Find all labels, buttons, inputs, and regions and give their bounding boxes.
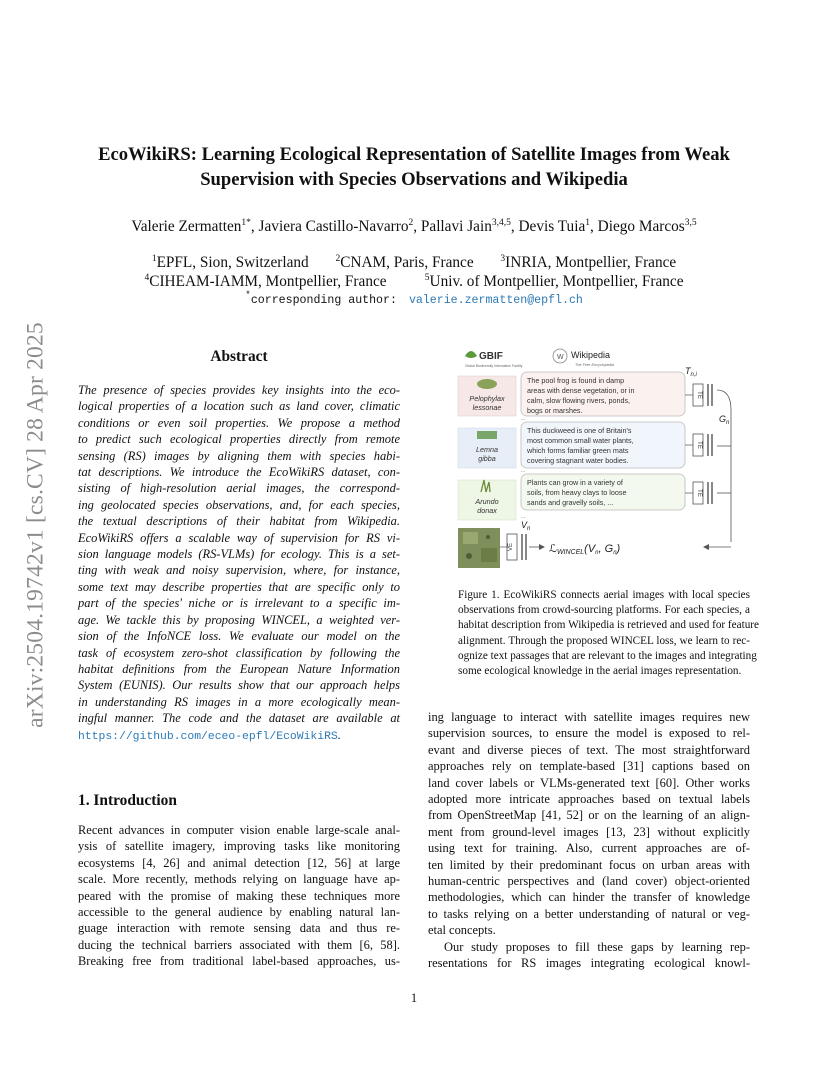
intro-line: ecosystems [4, 26] and animal detection [12, 56] at large xyxy=(78,855,400,870)
svg-text:TE: TE xyxy=(696,489,702,497)
abstract-line: ing geolocated species observations, and, for each species, xyxy=(78,497,400,512)
body-line: to tasks relying on a better understanding of natural or veg- xyxy=(428,906,750,921)
abstract-line: task of ecosystem zero-shot classification by following the xyxy=(78,645,400,660)
intro-line: ysis of satellite imagery, improving tasks like monitoring xyxy=(78,839,400,854)
wikipedia-logo xyxy=(553,349,614,367)
svg-text:W: W xyxy=(557,354,564,361)
abstract-line: ingful manner. The code and the dataset are available at xyxy=(78,711,400,726)
intro-line: Recent advances in computer vision enable large-scale anal- xyxy=(78,823,400,837)
wikipedia-logo-text: Wikipedia xyxy=(571,350,611,360)
svg-text:bogs or marshes.: bogs or marshes. xyxy=(527,406,583,415)
abstract-line: sensing (RS) images by aligning them with species habi- xyxy=(78,448,400,463)
abstract-line: part of the species' niche or is irrelevant to a specific im- xyxy=(78,596,400,611)
body-line: approaches rely on template-based [31] captions based on xyxy=(428,759,750,774)
figure-caption xyxy=(458,588,759,679)
gbif-logo-text: GBIF xyxy=(479,351,503,362)
svg-text:areas with dense vegetation, o: areas with dense vegetation, or in xyxy=(527,386,635,395)
body-line: etal concepts. xyxy=(428,923,496,938)
arxiv-side-stamp xyxy=(16,290,56,760)
affiliation: $^5$Univ. of Montpellier, Montpellier, France xyxy=(424,273,684,290)
svg-text:covering stagnant water bodies: covering stagnant water bodies. xyxy=(527,456,629,465)
intro-line: scale. More recently, methods relying on language have ap- xyxy=(78,872,400,887)
abstract-heading: Abstract xyxy=(210,348,268,365)
svg-text:calm, slow flowing rivers, pon: calm, slow flowing rivers, ponds, xyxy=(527,396,631,405)
svg-text:...: ... xyxy=(521,468,526,474)
code-url-link[interactable]: https://github.com/eceo-epfl/EcoWikiRS xyxy=(78,730,338,743)
affiliations-line-1 xyxy=(60,254,768,272)
abstract-line: The presence of species provides key insights into the eco- xyxy=(78,383,400,397)
abstract-line: tat descriptions. We introduce the EcoWikiRS dataset, con- xyxy=(78,465,400,480)
text-embeddings xyxy=(707,384,731,542)
body-line: ment from ground-level images [13, 23] without explicitly xyxy=(428,824,750,839)
species-row-3 xyxy=(458,474,685,520)
abstract-line: sion of the InfoNCE loss. We evaluate our model on the xyxy=(78,629,400,644)
svg-text:soils, from heavy clays to loo: soils, from heavy clays to loose xyxy=(527,488,627,497)
right-column-body xyxy=(428,709,750,972)
intro-line: Breaking free from traditional label-based approaches, us- xyxy=(78,954,400,969)
abstract-last-line: https://github.com/eceo-epfl/EcoWikiRS. xyxy=(78,727,341,743)
body-line: land cover labels or VLMs-generated text [60]. Other works xyxy=(428,775,750,790)
gbif-logo xyxy=(465,351,523,368)
title-line-2: Supervision with Species Observations and Wikipedia xyxy=(200,169,628,190)
svg-text:Gn: $G_n$ xyxy=(719,414,730,426)
author: Devis Tuia$^1$ xyxy=(518,218,590,235)
abstract-line: System (EUNIS). Our results show that our approach helps xyxy=(78,678,400,693)
svg-text:Plants can grow in a variety o: Plants can grow in a variety of xyxy=(527,478,623,487)
author-list: Valerie Zermatten$^{1*}$, Javiera Castillo-Navarro$^2$, Pallavi Jain$^{3,4,5}$, Devis Tuia$^1$, Diego Marcos$^{3,5}$ xyxy=(131,218,697,235)
affiliation: $^1$EPFL, Sion, Switzerland xyxy=(151,254,309,271)
author: Pallavi Jain$^{3,4,5}$ xyxy=(420,218,511,235)
body-line: methodologies, which can hinder the transfer of knowledge xyxy=(428,890,750,905)
text-encoder-blocks xyxy=(685,384,703,504)
species-name: Pelophylax xyxy=(469,394,505,403)
svg-text:...: ... xyxy=(521,514,526,520)
svg-text:The pool frog is found in damp: The pool frog is found in damp xyxy=(527,376,625,385)
title-line-1: EcoWikiRS: Learning Ecological Representation of Satellite Images from Weak xyxy=(98,144,730,165)
abstract-line: age. We tackle this by proposing WINCEL, a weighted ver- xyxy=(78,612,400,627)
abstract-line: to predict such ecological properties directly from remote xyxy=(78,432,400,447)
svg-text:TE: TE xyxy=(696,391,702,399)
affiliation: $^4$CIHEAM-IAMM, Montpellier, France xyxy=(144,273,387,290)
frog-icon xyxy=(477,379,497,389)
body-line: ing language to interact with satellite images requires new xyxy=(428,710,750,724)
svg-text:most common small water plants: most common small water plants, xyxy=(527,436,634,445)
body-line: ten limited by their predominant focus on urban areas with xyxy=(428,857,750,872)
svg-text:which forms familiar green mat: which forms familiar green mats xyxy=(527,446,629,455)
author: Valerie Zermatten$^{1*}$ xyxy=(131,218,251,235)
species-name: donax xyxy=(477,506,497,515)
wincel-loss-label: ℒWINCEL(Vn, Gn) xyxy=(549,543,621,556)
caption-line: observations from crowd-sourcing platforms. For each species, a xyxy=(458,604,750,617)
figure-1-diagram xyxy=(455,342,755,572)
abstract-line: ting with weak and noisy supervision, where, for instance, xyxy=(78,563,400,578)
body-line: from OpenStreetMap [41, 52] or on the learning of an align- xyxy=(428,808,750,823)
intro-line: ducing the technical barriers associated with them [6, 58]. xyxy=(78,937,400,952)
abstract-line: sisting of high-resolution aerial images, the correspond- xyxy=(78,481,400,496)
body-line: adopted more intricate approaches based on textual labels xyxy=(428,792,750,807)
wikipedia-logo-subtitle: The Free Encyclopedia xyxy=(575,363,615,367)
figure-1 xyxy=(455,342,755,572)
svg-text:This duckweed is one of Britai: This duckweed is one of Britain's xyxy=(527,426,632,435)
abstract-line: in understanding RS images in a more ecologically mean- xyxy=(78,694,400,709)
caption-line: Figure 1. EcoWikiRS connects aerial images with local species xyxy=(458,589,750,601)
duckweed-icon xyxy=(477,431,497,439)
corresponding-author: *corresponding author: valerie.zermatten@epfl.ch xyxy=(245,289,583,307)
species-name: Arundo xyxy=(475,497,499,506)
body-line: Our study proposes to fill these gaps by learning rep- xyxy=(444,939,750,954)
body-line: human-centric perspectives and (land cover) object-oriented xyxy=(428,874,750,889)
body-line: supervision sources, to ensure the model is exposed to rel- xyxy=(428,726,750,741)
paper-title xyxy=(60,142,768,192)
species-name: Lemna xyxy=(476,445,498,454)
page-number: 1 xyxy=(410,991,418,1005)
svg-text:...: ... xyxy=(521,416,526,422)
body-line: resentations for RS images integrating ecological knowl- xyxy=(428,956,750,971)
abstract-body xyxy=(78,382,400,745)
svg-text:Vn: $V_n$ xyxy=(521,520,531,532)
caption-line: some ecological knowledge in the aerial images representation. xyxy=(458,665,742,678)
affiliation: $^2$CNAM, Paris, France xyxy=(335,254,474,271)
author: Diego Marcos$^{3,5}$ xyxy=(597,218,697,235)
svg-text:TE: TE xyxy=(696,441,702,449)
abstract-line: sion language models (RS-VLMs) for ecology. This is a set- xyxy=(78,547,400,562)
author: Javiera Castillo-Navarro$^2$ xyxy=(258,218,414,235)
caption-line: alignment. Through the proposed WINCEL loss, we learn to rec- xyxy=(458,634,750,647)
intro-heading: 1. Introduction xyxy=(78,792,177,809)
species-row-2 xyxy=(458,422,685,468)
intro-line: guage interaction with remote sensing data and thus re- xyxy=(78,921,400,936)
email-link[interactable]: valerie.zermatten@epfl.ch xyxy=(408,294,583,307)
body-line: using text for training. Also, current approaches are of- xyxy=(428,841,750,856)
abstract-line: the textual descriptions of their habitat from Wikipedia. xyxy=(78,514,400,529)
species-name: lessonae xyxy=(472,403,502,412)
caption-line: habitat description from Wikipedia is retrieved and used for feature xyxy=(458,619,759,632)
arxiv-identifier: arXiv:2504.19742v1 [cs.CV] 28 Apr 2025 xyxy=(22,322,49,728)
abstract-line: habitat definitions from the European Nature Information xyxy=(78,661,400,676)
abstract-line: some text may describe properties that are specific only to xyxy=(78,579,400,594)
svg-text:sands and gravelly soils, ...: sands and gravelly soils, ... xyxy=(527,498,614,507)
abstract-line: conditions or even soil properties. We propose a method xyxy=(78,415,400,430)
affiliation: $^3$INRIA, Montpellier, France xyxy=(500,254,677,271)
aerial-image xyxy=(458,528,500,568)
species-row-1 xyxy=(458,372,685,416)
species-name: gibba xyxy=(478,454,496,463)
svg-text:VE: VE xyxy=(508,542,514,552)
affiliations-line-2 xyxy=(60,273,768,291)
abstract-line: EcoWikiRS offers a scalable way of supervision for RS vi- xyxy=(78,530,400,545)
intro-line: peared with the promise of making these techniques more xyxy=(78,888,400,903)
svg-text:Tn,i: $T_{n,i}$ xyxy=(685,366,697,378)
intro-body xyxy=(78,822,400,970)
abstract-line: logical properties of a location such as land cover, climatic xyxy=(78,399,400,414)
body-line: evant and diverse pieces of text. The most straightforward xyxy=(428,742,750,757)
intro-line: accessible to the general audience by enabling natural lan- xyxy=(78,905,400,920)
gbif-logo-subtitle: Global Biodiversity Information Facility xyxy=(465,364,523,368)
caption-line: ognize text passages that are relevant to the images and integrating xyxy=(458,649,757,662)
